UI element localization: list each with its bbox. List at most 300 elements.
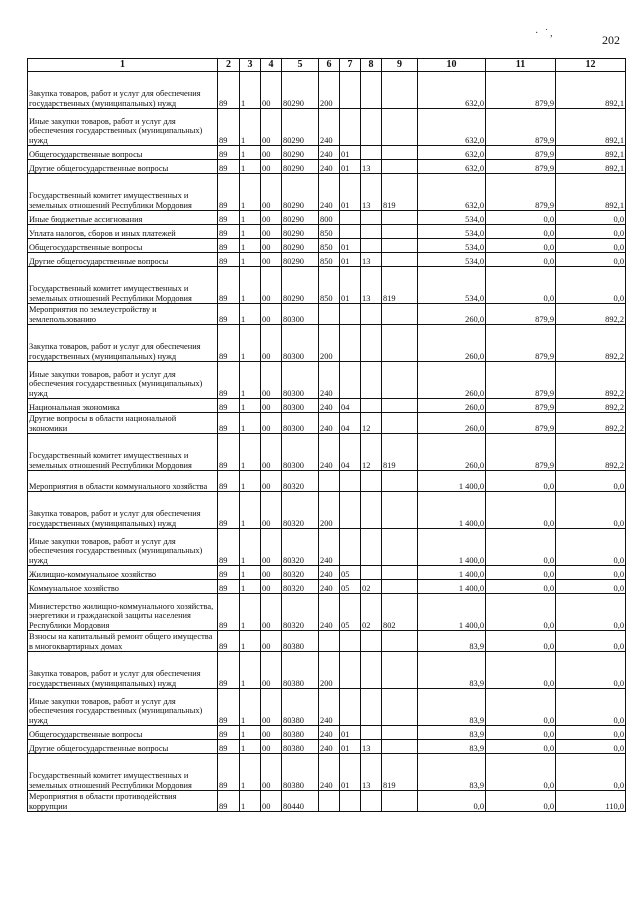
row-value-cell: 80300 xyxy=(282,434,319,471)
row-value-cell: 1 xyxy=(240,304,261,325)
row-value-cell: 879,9 xyxy=(486,362,556,399)
row-value-cell: 892,1 xyxy=(556,72,626,109)
row-value-cell xyxy=(382,413,418,434)
row-value-cell: 83,9 xyxy=(418,726,486,740)
row-name-cell: Государственный комитет имущественных и земельных отношений Республики Мордовия xyxy=(28,434,218,471)
row-name-cell: Жилищно-коммунальное хозяйство xyxy=(28,566,218,580)
row-value-cell: 89 xyxy=(218,267,240,304)
row-name-cell: Мероприятия в области противодействия коррупции xyxy=(28,791,218,812)
row-value-cell: 0,0 xyxy=(486,529,556,566)
row-value-cell xyxy=(382,566,418,580)
row-value-cell: 00 xyxy=(261,652,282,689)
row-value-cell: 80320 xyxy=(282,580,319,594)
row-value-cell xyxy=(382,211,418,225)
row-name-cell: Общегосударственные вопросы xyxy=(28,239,218,253)
row-value-cell: 80320 xyxy=(282,492,319,529)
row-value-cell: 89 xyxy=(218,492,240,529)
row-value-cell: 00 xyxy=(261,566,282,580)
table-row xyxy=(28,434,626,471)
row-value-cell: 0,0 xyxy=(486,580,556,594)
row-value-cell: 0,0 xyxy=(418,791,486,812)
row-value-cell: 892,2 xyxy=(556,413,626,434)
row-value-cell: 0,0 xyxy=(556,471,626,492)
row-value-cell: 200 xyxy=(319,325,340,362)
row-value-cell: 0,0 xyxy=(556,225,626,239)
column-header: 1 xyxy=(28,59,218,72)
row-value-cell: 80300 xyxy=(282,325,319,362)
table-row xyxy=(28,652,626,689)
row-value-cell xyxy=(361,362,382,399)
row-value-cell xyxy=(340,529,361,566)
row-value-cell: 0,0 xyxy=(556,754,626,791)
row-value-cell xyxy=(361,72,382,109)
row-value-cell: 850 xyxy=(319,225,340,239)
row-value-cell: 879,9 xyxy=(486,325,556,362)
row-value-cell xyxy=(361,239,382,253)
row-value-cell: 80300 xyxy=(282,399,319,413)
row-value-cell: 00 xyxy=(261,689,282,726)
row-value-cell: 89 xyxy=(218,362,240,399)
row-value-cell: 80300 xyxy=(282,362,319,399)
row-value-cell: 0,0 xyxy=(556,239,626,253)
row-value-cell: 1 xyxy=(240,174,261,211)
row-value-cell xyxy=(340,109,361,146)
row-value-cell: 1 xyxy=(240,754,261,791)
row-value-cell: 240 xyxy=(319,594,340,631)
row-value-cell: 04 xyxy=(340,399,361,413)
table-header-row xyxy=(28,59,626,72)
row-value-cell: 0,0 xyxy=(556,253,626,267)
row-value-cell: 1 400,0 xyxy=(418,580,486,594)
row-value-cell xyxy=(361,529,382,566)
row-value-cell: 89 xyxy=(218,740,240,754)
row-value-cell: 534,0 xyxy=(418,253,486,267)
row-value-cell: 260,0 xyxy=(418,325,486,362)
table-row xyxy=(28,594,626,631)
row-value-cell: 240 xyxy=(319,160,340,174)
column-header: 5 xyxy=(282,59,319,72)
row-value-cell: 00 xyxy=(261,174,282,211)
row-value-cell xyxy=(319,471,340,492)
row-value-cell: 89 xyxy=(218,726,240,740)
row-value-cell: 89 xyxy=(218,325,240,362)
row-name-cell: Иные закупки товаров, работ и услуг для обеспечения государственных (муниципальных) нужд xyxy=(28,109,218,146)
table-row xyxy=(28,580,626,594)
row-value-cell xyxy=(382,253,418,267)
row-value-cell xyxy=(340,471,361,492)
row-value-cell: 892,1 xyxy=(556,174,626,211)
row-name-cell: Закупка товаров, работ и услуг для обеспечения государственных (муниципальных) нужд xyxy=(28,492,218,529)
row-value-cell xyxy=(382,109,418,146)
row-value-cell xyxy=(340,492,361,529)
row-value-cell: 892,2 xyxy=(556,362,626,399)
row-value-cell xyxy=(382,726,418,740)
row-value-cell: 260,0 xyxy=(418,304,486,325)
row-value-cell: 89 xyxy=(218,471,240,492)
row-value-cell xyxy=(361,304,382,325)
row-value-cell: 13 xyxy=(361,267,382,304)
row-value-cell: 1 xyxy=(240,211,261,225)
row-value-cell xyxy=(340,211,361,225)
row-value-cell: 0,0 xyxy=(486,652,556,689)
row-value-cell xyxy=(382,325,418,362)
row-value-cell: 01 xyxy=(340,174,361,211)
row-value-cell: 879,9 xyxy=(486,109,556,146)
table-row xyxy=(28,492,626,529)
row-value-cell xyxy=(319,631,340,652)
table-row xyxy=(28,304,626,325)
row-value-cell: 1 xyxy=(240,529,261,566)
row-value-cell: 01 xyxy=(340,754,361,791)
row-value-cell: 1 xyxy=(240,471,261,492)
row-value-cell: 00 xyxy=(261,631,282,652)
column-header: 9 xyxy=(382,59,418,72)
row-value-cell xyxy=(340,304,361,325)
row-value-cell: 240 xyxy=(319,566,340,580)
table-row xyxy=(28,253,626,267)
row-value-cell: 1 xyxy=(240,631,261,652)
row-value-cell: 80320 xyxy=(282,594,319,631)
row-value-cell: 89 xyxy=(218,529,240,566)
row-name-cell: Государственный комитет имущественных и земельных отношений Республики Мордовия xyxy=(28,754,218,791)
row-value-cell xyxy=(319,304,340,325)
row-value-cell xyxy=(382,631,418,652)
row-value-cell: 89 xyxy=(218,399,240,413)
row-value-cell: 00 xyxy=(261,726,282,740)
row-value-cell: 534,0 xyxy=(418,211,486,225)
row-value-cell: 0,0 xyxy=(486,239,556,253)
row-value-cell xyxy=(361,399,382,413)
table-row xyxy=(28,160,626,174)
table-row xyxy=(28,174,626,211)
row-name-cell: Закупка товаров, работ и услуг для обеспечения государственных (муниципальных) нужд xyxy=(28,72,218,109)
row-value-cell: 05 xyxy=(340,580,361,594)
row-value-cell: 04 xyxy=(340,434,361,471)
row-value-cell xyxy=(361,791,382,812)
row-value-cell: 0,0 xyxy=(486,689,556,726)
table-row xyxy=(28,413,626,434)
row-value-cell: 879,9 xyxy=(486,174,556,211)
row-value-cell: 83,9 xyxy=(418,740,486,754)
row-value-cell: 240 xyxy=(319,726,340,740)
row-value-cell: 80290 xyxy=(282,225,319,239)
table-row xyxy=(28,689,626,726)
row-value-cell: 819 xyxy=(382,754,418,791)
row-value-cell xyxy=(340,72,361,109)
row-value-cell: 01 xyxy=(340,160,361,174)
row-name-cell: Коммунальное хозяйство xyxy=(28,580,218,594)
row-value-cell: 80290 xyxy=(282,109,319,146)
row-value-cell xyxy=(382,160,418,174)
row-value-cell: 0,0 xyxy=(486,253,556,267)
row-value-cell xyxy=(361,726,382,740)
row-value-cell: 800 xyxy=(319,211,340,225)
row-value-cell: 850 xyxy=(319,253,340,267)
table-row xyxy=(28,791,626,812)
row-value-cell: 260,0 xyxy=(418,399,486,413)
row-value-cell: 1 xyxy=(240,253,261,267)
column-header: 3 xyxy=(240,59,261,72)
page-number: 202 xyxy=(602,33,620,47)
row-value-cell: 00 xyxy=(261,239,282,253)
row-value-cell xyxy=(340,689,361,726)
row-value-cell: 00 xyxy=(261,325,282,362)
row-value-cell: 00 xyxy=(261,580,282,594)
row-value-cell: 0,0 xyxy=(486,791,556,812)
row-value-cell: 0,0 xyxy=(556,492,626,529)
row-value-cell: 00 xyxy=(261,253,282,267)
row-value-cell: 879,9 xyxy=(486,399,556,413)
row-name-cell: Другие общегосударственные вопросы xyxy=(28,253,218,267)
row-value-cell: 1 400,0 xyxy=(418,566,486,580)
row-value-cell: 83,9 xyxy=(418,631,486,652)
row-value-cell: 05 xyxy=(340,566,361,580)
row-value-cell: 892,2 xyxy=(556,325,626,362)
row-value-cell: 1 xyxy=(240,413,261,434)
row-value-cell: 240 xyxy=(319,109,340,146)
row-value-cell: 850 xyxy=(319,267,340,304)
column-header: 11 xyxy=(486,59,556,72)
row-value-cell: 00 xyxy=(261,434,282,471)
row-value-cell: 260,0 xyxy=(418,362,486,399)
row-value-cell: 89 xyxy=(218,580,240,594)
row-value-cell: 1 xyxy=(240,325,261,362)
row-value-cell: 05 xyxy=(340,594,361,631)
row-value-cell: 89 xyxy=(218,109,240,146)
row-value-cell: 00 xyxy=(261,146,282,160)
row-value-cell: 0,0 xyxy=(486,211,556,225)
row-value-cell: 83,9 xyxy=(418,754,486,791)
row-value-cell xyxy=(361,631,382,652)
row-value-cell: 0,0 xyxy=(486,566,556,580)
row-value-cell: 80300 xyxy=(282,413,319,434)
row-value-cell xyxy=(361,689,382,726)
table-body xyxy=(28,72,626,812)
row-value-cell: 1 400,0 xyxy=(418,529,486,566)
column-header: 6 xyxy=(319,59,340,72)
row-name-cell: Общегосударственные вопросы xyxy=(28,726,218,740)
row-value-cell: 80320 xyxy=(282,471,319,492)
row-value-cell: 01 xyxy=(340,253,361,267)
table-row xyxy=(28,225,626,239)
row-value-cell: 80320 xyxy=(282,529,319,566)
row-value-cell: 89 xyxy=(218,72,240,109)
table-row xyxy=(28,72,626,109)
row-name-cell: Другие вопросы в области национальной экономики xyxy=(28,413,218,434)
row-value-cell: 850 xyxy=(319,239,340,253)
row-name-cell: Общегосударственные вопросы xyxy=(28,146,218,160)
row-value-cell: 892,1 xyxy=(556,160,626,174)
row-name-cell: Закупка товаров, работ и услуг для обеспечения государственных (муниципальных) нужд xyxy=(28,652,218,689)
row-value-cell: 01 xyxy=(340,726,361,740)
row-value-cell: 632,0 xyxy=(418,109,486,146)
row-name-cell: Взносы на капитальный ремонт общего имущества в многоквартирных домах xyxy=(28,631,218,652)
row-value-cell: 1 xyxy=(240,594,261,631)
column-header: 4 xyxy=(261,59,282,72)
row-value-cell: 819 xyxy=(382,174,418,211)
row-name-cell: Иные закупки товаров, работ и услуг для обеспечения государственных (муниципальных) нужд xyxy=(28,362,218,399)
row-value-cell: 80380 xyxy=(282,726,319,740)
table-row xyxy=(28,325,626,362)
row-name-cell: Закупка товаров, работ и услуг для обеспечения государственных (муниципальных) нужд xyxy=(28,325,218,362)
row-name-cell: Государственный комитет имущественных и земельных отношений Республики Мордовия xyxy=(28,174,218,211)
row-name-cell: Уплата налогов, сборов и иных платежей xyxy=(28,225,218,239)
row-value-cell: 1 xyxy=(240,225,261,239)
row-value-cell: 1 xyxy=(240,109,261,146)
row-value-cell: 0,0 xyxy=(486,492,556,529)
row-value-cell: 240 xyxy=(319,146,340,160)
row-value-cell: 13 xyxy=(361,754,382,791)
row-value-cell xyxy=(382,72,418,109)
row-name-cell: Иные закупки товаров, работ и услуг для обеспечения государственных (муниципальных) нужд xyxy=(28,529,218,566)
row-value-cell: 80380 xyxy=(282,631,319,652)
row-value-cell: 1 xyxy=(240,726,261,740)
row-value-cell: 0,0 xyxy=(556,580,626,594)
row-value-cell: 0,0 xyxy=(556,726,626,740)
row-value-cell: 0,0 xyxy=(486,225,556,239)
table-row xyxy=(28,109,626,146)
row-value-cell: 0,0 xyxy=(556,211,626,225)
row-value-cell: 1 xyxy=(240,434,261,471)
row-value-cell: 892,2 xyxy=(556,434,626,471)
row-value-cell: 240 xyxy=(319,529,340,566)
row-value-cell xyxy=(382,304,418,325)
row-value-cell xyxy=(361,146,382,160)
row-value-cell: 13 xyxy=(361,174,382,211)
table-row xyxy=(28,146,626,160)
row-value-cell xyxy=(340,362,361,399)
row-value-cell: 0,0 xyxy=(486,267,556,304)
row-value-cell: 80380 xyxy=(282,689,319,726)
row-value-cell xyxy=(382,399,418,413)
row-value-cell: 200 xyxy=(319,652,340,689)
row-value-cell: 89 xyxy=(218,174,240,211)
row-value-cell: 12 xyxy=(361,413,382,434)
table-row xyxy=(28,211,626,225)
row-value-cell: 879,9 xyxy=(486,72,556,109)
row-value-cell: 0,0 xyxy=(556,529,626,566)
row-value-cell: 89 xyxy=(218,211,240,225)
row-value-cell: 89 xyxy=(218,225,240,239)
row-value-cell: 534,0 xyxy=(418,267,486,304)
row-value-cell: 80380 xyxy=(282,740,319,754)
row-value-cell: 89 xyxy=(218,791,240,812)
row-value-cell: 80290 xyxy=(282,174,319,211)
row-value-cell: 80290 xyxy=(282,239,319,253)
row-value-cell: 0,0 xyxy=(556,267,626,304)
row-value-cell xyxy=(340,631,361,652)
row-value-cell: 80290 xyxy=(282,160,319,174)
row-value-cell xyxy=(340,325,361,362)
column-header: 8 xyxy=(361,59,382,72)
row-value-cell: 83,9 xyxy=(418,689,486,726)
row-value-cell: 01 xyxy=(340,740,361,754)
row-value-cell: 02 xyxy=(361,580,382,594)
row-name-cell: Другие общегосударственные вопросы xyxy=(28,740,218,754)
row-value-cell: 0,0 xyxy=(556,566,626,580)
row-value-cell: 892,1 xyxy=(556,109,626,146)
row-value-cell: 00 xyxy=(261,211,282,225)
row-value-cell: 819 xyxy=(382,434,418,471)
row-value-cell xyxy=(382,529,418,566)
row-value-cell: 892,2 xyxy=(556,399,626,413)
row-value-cell: 632,0 xyxy=(418,146,486,160)
row-value-cell: 240 xyxy=(319,413,340,434)
row-value-cell: 240 xyxy=(319,434,340,471)
scan-mark: · ˙, xyxy=(535,28,555,39)
column-header: 2 xyxy=(218,59,240,72)
row-value-cell: 1 xyxy=(240,740,261,754)
column-header: 10 xyxy=(418,59,486,72)
row-value-cell: 0,0 xyxy=(556,631,626,652)
row-value-cell: 240 xyxy=(319,754,340,791)
row-value-cell: 13 xyxy=(361,160,382,174)
row-value-cell: 1 xyxy=(240,267,261,304)
row-value-cell: 802 xyxy=(382,594,418,631)
row-value-cell xyxy=(361,492,382,529)
row-value-cell: 1 xyxy=(240,399,261,413)
row-value-cell xyxy=(382,580,418,594)
row-value-cell xyxy=(382,791,418,812)
row-value-cell: 89 xyxy=(218,754,240,791)
row-value-cell: 00 xyxy=(261,754,282,791)
row-value-cell xyxy=(382,740,418,754)
row-value-cell: 1 xyxy=(240,72,261,109)
row-name-cell: Государственный комитет имущественных и земельных отношений Республики Мордовия xyxy=(28,267,218,304)
row-value-cell: 12 xyxy=(361,434,382,471)
row-value-cell: 00 xyxy=(261,529,282,566)
row-value-cell: 0,0 xyxy=(486,726,556,740)
row-value-cell: 240 xyxy=(319,362,340,399)
table-row xyxy=(28,399,626,413)
table-row xyxy=(28,362,626,399)
row-value-cell: 02 xyxy=(361,594,382,631)
row-value-cell: 200 xyxy=(319,492,340,529)
row-value-cell: 89 xyxy=(218,434,240,471)
row-value-cell: 80290 xyxy=(282,267,319,304)
row-value-cell: 1 400,0 xyxy=(418,594,486,631)
row-value-cell: 89 xyxy=(218,594,240,631)
row-value-cell: 0,0 xyxy=(486,594,556,631)
row-value-cell xyxy=(361,566,382,580)
row-value-cell: 0,0 xyxy=(556,594,626,631)
table-row xyxy=(28,239,626,253)
row-value-cell: 0,0 xyxy=(486,471,556,492)
row-value-cell: 1 xyxy=(240,146,261,160)
row-value-cell xyxy=(382,146,418,160)
row-value-cell: 01 xyxy=(340,146,361,160)
row-value-cell: 00 xyxy=(261,492,282,529)
row-value-cell: 89 xyxy=(218,239,240,253)
table-row xyxy=(28,631,626,652)
row-value-cell: 879,9 xyxy=(486,413,556,434)
row-value-cell: 0,0 xyxy=(486,631,556,652)
row-name-cell: Мероприятия в области коммунального хозяйства xyxy=(28,471,218,492)
row-value-cell: 00 xyxy=(261,594,282,631)
row-value-cell: 89 xyxy=(218,652,240,689)
row-value-cell xyxy=(361,109,382,146)
row-value-cell: 200 xyxy=(319,72,340,109)
row-value-cell: 879,9 xyxy=(486,304,556,325)
row-value-cell xyxy=(319,791,340,812)
row-value-cell xyxy=(382,225,418,239)
row-value-cell: 1 xyxy=(240,791,261,812)
row-value-cell: 00 xyxy=(261,225,282,239)
row-value-cell: 534,0 xyxy=(418,225,486,239)
row-name-cell: Иные закупки товаров, работ и услуг для обеспечения государственных (муниципальных) нужд xyxy=(28,689,218,726)
row-value-cell xyxy=(340,652,361,689)
row-value-cell xyxy=(382,652,418,689)
